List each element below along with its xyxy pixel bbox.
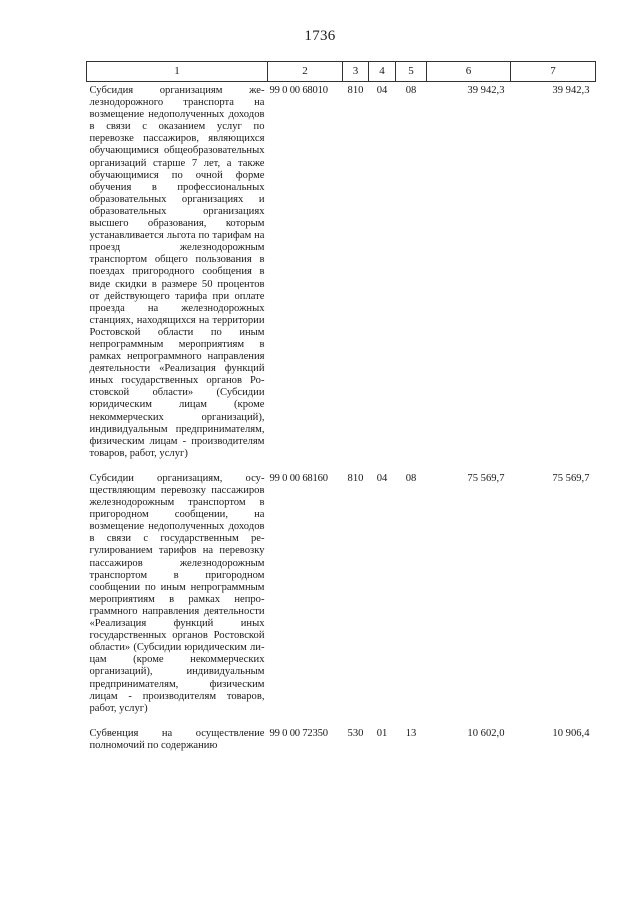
amount-column-7: 39 942,3: [552, 85, 590, 96]
amount-column-7: 75 569,7: [552, 472, 590, 484]
column-header-4: 4: [369, 62, 396, 82]
target-code: 99 0 00 72350: [269, 727, 328, 739]
row-description: Субсидия организациям железнодорожного транспорта на возмещение недополученных доходов в связи с оказанием услуг по перевозке пассажиров, являющихся обучающимися общеобразовательных организаций старше 7 лет, а также обучающимися по очной форме обучения в профессиональных образовательных организациях и образовательных организациях высшего образования, которым устанавливается льгота по тарифам на проезд железнодорожным транспортом общего пользования в поездах пригородного сообщения в виде скидки в размере 50 процентов от действующего тарифа при оплате проезда на железнодорожных станциях, находящихся на территории Ростовской области по иным непрограммным мероприятиям в рамках непрограммного направления деятельности «Реализация функций иных государственных органов Ростовской области» (Субсидии юридическим лицам (кроме некоммерческих организаций), индивидуальным предпринимателям, физическим лицам - производителям товаров, работ, услуг): [89, 85, 265, 459]
amount-column-6: 75 569,7: [467, 472, 505, 484]
subsection-code: 08: [405, 85, 417, 96]
row-description: Субсидии организациям, осуществляющим перевозку пассажиров железнодорожным транспортом в пригородном сообщении, на возмещение недополученных доходов в связи с государственным регулированием тарифов на перевозку пассажиров железнодорожным транспортом в пригородном сообщении по иным непрограммным мероприятиям в рамках непрограммного направления деятельности «Реализация функций иных государственных органов Ростовской области» (Субсидии юридическим лицам (кроме некоммерческих организаций), индивидуальным предпринимателям, физическим лицам - производителям товаров, работ, услуг): [89, 472, 265, 714]
section-code: 04: [376, 472, 388, 484]
expense-type-code: 810: [347, 85, 364, 96]
amount-column-6: 39 942,3: [467, 85, 505, 96]
subsection-code: 13: [405, 727, 417, 739]
column-header-2: 2: [268, 62, 343, 82]
column-header-1: 1: [87, 62, 268, 82]
column-header-7: 7: [511, 62, 596, 82]
column-header-5: 5: [396, 62, 427, 82]
column-number-header-row: [87, 62, 596, 82]
expense-type-code: 810: [347, 472, 364, 484]
table-row: [87, 470, 596, 725]
section-code: 01: [376, 727, 388, 739]
amount-column-7: 10 906,4: [552, 727, 590, 739]
row-description: Субвенция на осуществление полномочий по содержанию: [89, 727, 265, 751]
budget-table: [86, 61, 596, 762]
page-number: 1736: [304, 28, 336, 44]
amount-column-6: 10 602,0: [467, 727, 505, 739]
column-header-3: 3: [343, 62, 369, 82]
table-row: [87, 82, 596, 470]
section-code: 04: [376, 85, 388, 96]
subsection-code: 08: [405, 472, 417, 484]
table-row: [87, 725, 596, 762]
column-header-6: 6: [427, 62, 511, 82]
target-code: 99 0 00 68160: [269, 472, 328, 484]
expense-type-code: 530: [347, 727, 364, 739]
target-code: 99 0 00 68010: [269, 85, 328, 96]
